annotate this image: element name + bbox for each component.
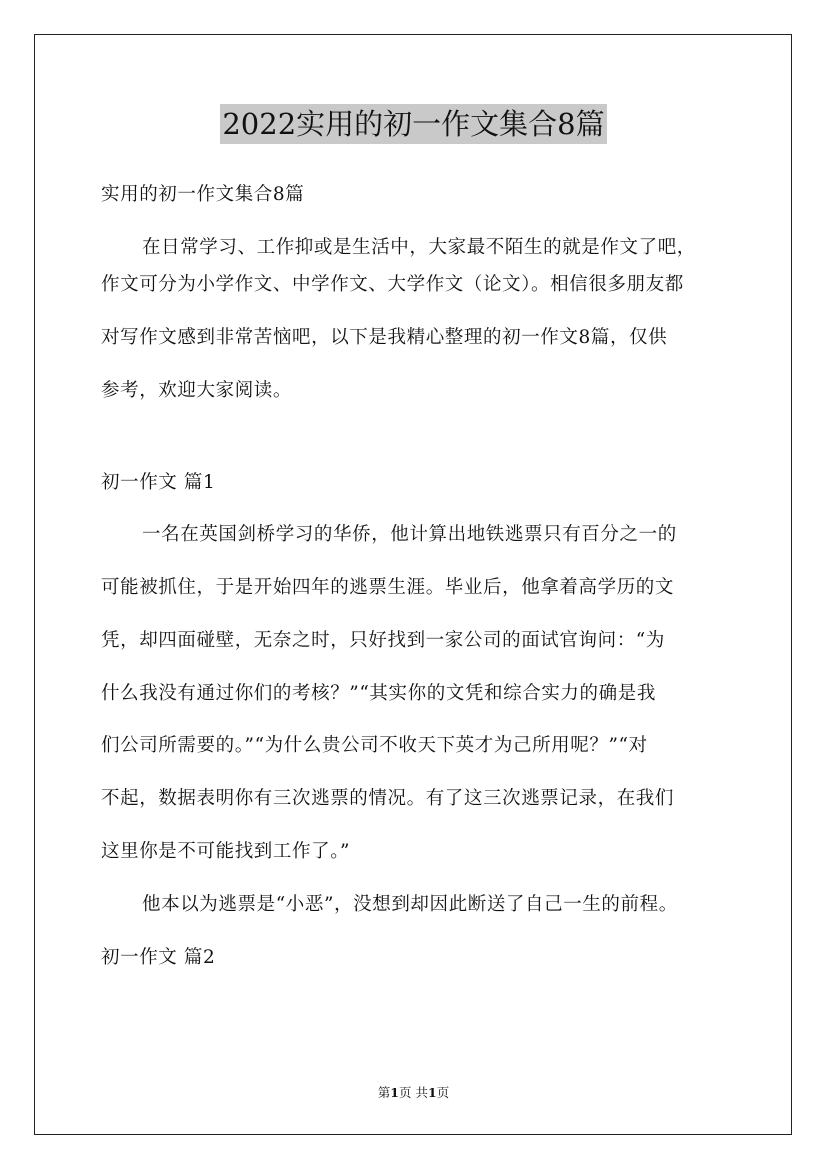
- paragraph-line: 们公司所需要的。”“为什么贵公司不收天下英才为己所用呢？”“对: [101, 735, 648, 757]
- section-heading-2: 初一作文 篇2: [101, 946, 216, 968]
- intro-line: 对写作文感到非常苦恼吧，以下是我精心整理的初一作文8篇，仅供: [101, 327, 668, 349]
- subtitle: 实用的初一作文集合8篇: [101, 184, 305, 205]
- page-footer: [0, 1083, 827, 1101]
- paragraph-line: 一名在英国剑桥学习的华侨，他计算出地铁逃票只有百分之一的: [142, 524, 677, 546]
- footer-label: 页 共: [399, 1085, 428, 1100]
- section1-conclusion: 他本以为逃票是“小恶”，没想到却因此断送了自己一生的前程。: [142, 893, 678, 915]
- paragraph-line: 这里你是不可能找到工作了。”: [101, 841, 351, 862]
- title-container: [0, 104, 827, 144]
- document-title: 2022实用的初一作文集合8篇: [220, 104, 606, 144]
- intro-paragraph: [101, 229, 731, 410]
- section-heading-1: 初一作文 篇1: [101, 471, 216, 493]
- document-body: [101, 176, 731, 976]
- intro-line: 参考，欢迎大家阅读。: [101, 379, 293, 401]
- paragraph-line: 什么我没有通过你们的考核？”“其实你的文凭和综合实力的确是我: [101, 682, 656, 704]
- footer-label: 页: [436, 1085, 450, 1100]
- paragraph-line: 可能被抓住，于是开始四年的逃票生涯。毕业后，他拿着高学历的文: [101, 577, 675, 599]
- current-page-number: 1: [390, 1085, 399, 1100]
- intro-line: 在日常学习、工作抑或是生活中，大家最不陌生的就是作文了吧，: [142, 236, 696, 258]
- section1-paragraph: [101, 516, 731, 870]
- paragraph-line: 凭，却四面碰壁，无奈之时，只好找到一家公司的面试官询问：“为: [101, 629, 665, 651]
- footer-label: 第: [377, 1085, 391, 1100]
- intro-line: 作文可分为小学作文、中学作文、大学作文（论文）。相信很多朋友都: [101, 274, 684, 296]
- total-page-number: 1: [427, 1085, 437, 1100]
- paragraph-line: 不起，数据表明你有三次逃票的情况。有了这三次逃票记录，在我们: [101, 788, 675, 810]
